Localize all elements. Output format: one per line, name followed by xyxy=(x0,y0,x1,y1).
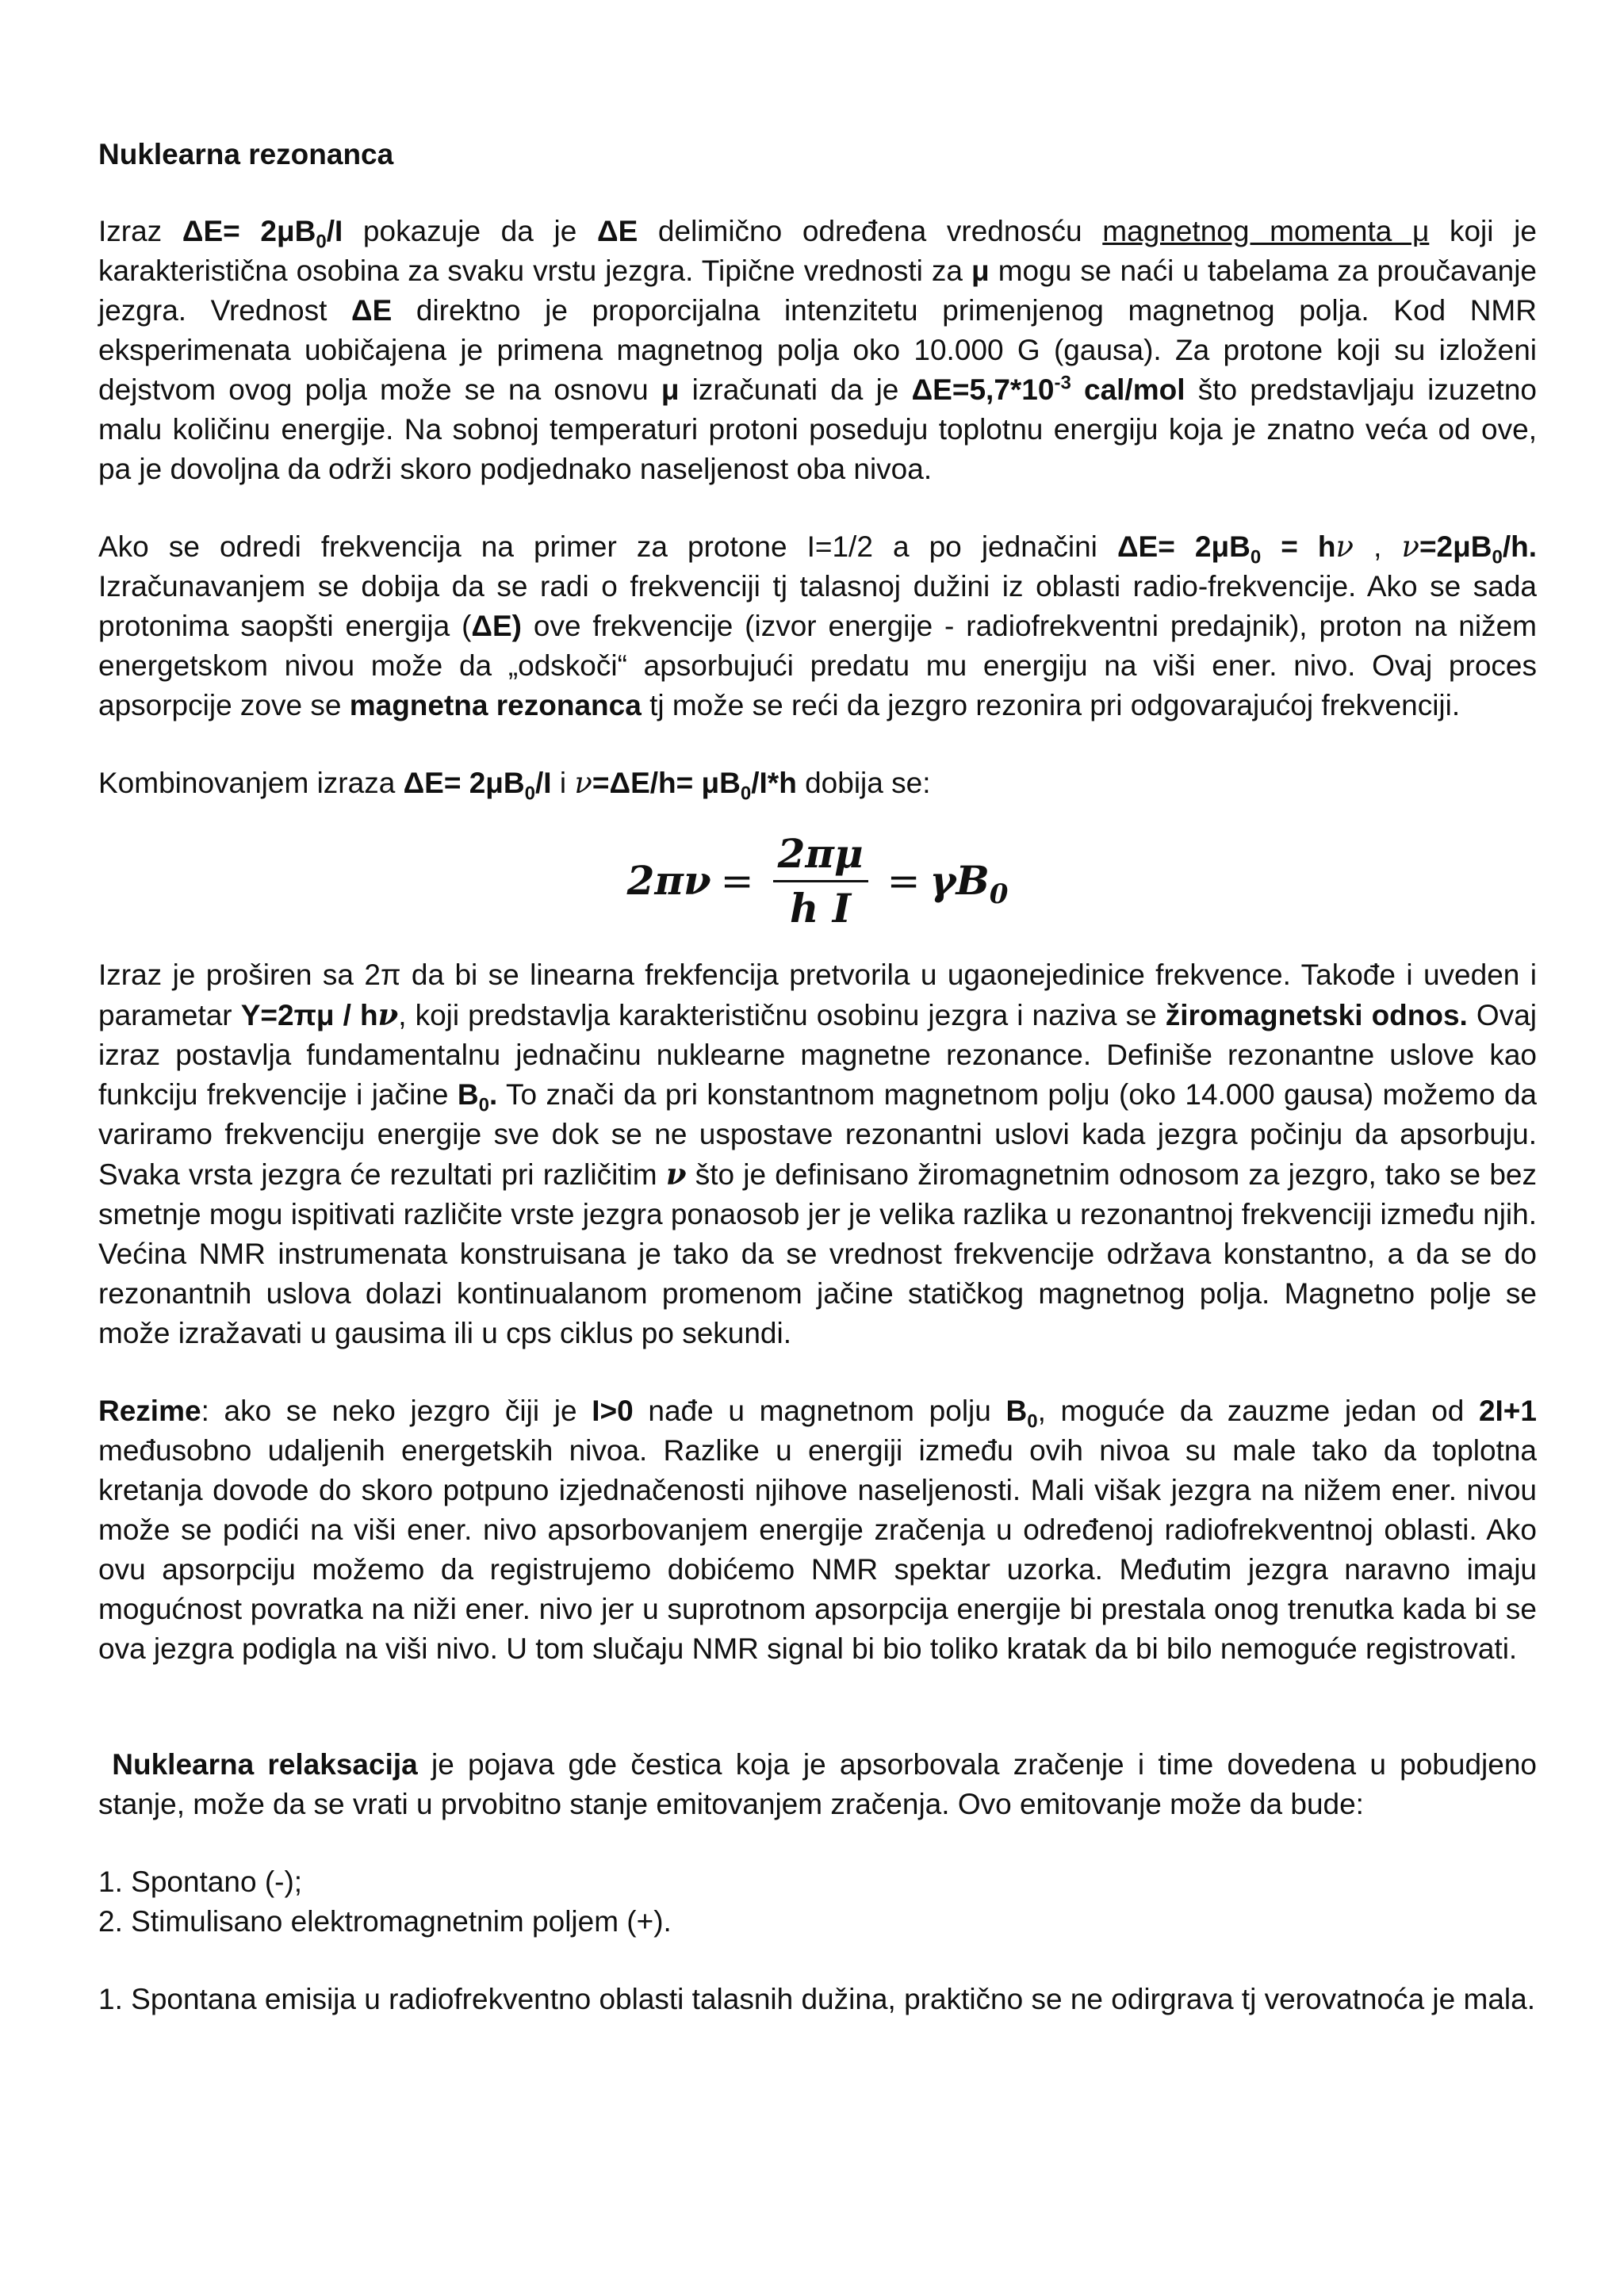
equation-fraction xyxy=(773,829,868,932)
equation-rhs: $\gamma B_0$ xyxy=(929,857,1009,910)
paragraph-summary: Rezime: ako se neko jezgro čiji je I>0 nađe u magnetnom polju $B_0$, moguće da zauzme jedan od 2I+1 međusobno udaljenih energetskih nivoa. Razlike u energiji između ovih nivoa su male tako da toplotna kretanja dovode do skoro potpuno izjednačenosti njihove naseljenosti. Mali višak jezgra na nižem ener. nivou može se podići na viši ener. nivo apsorbovanjem energije zračenja u određenoj radiofrekventnoj oblasti. Ako ovu apsorpciju možemo da registrujemo dobićemo NMR spektar uzorka. Međutim jezgra naravno imaju mogućnost povratka na niži ener. nivo jer u suprotnom apsorpcija energije bi prestala onog trenutka kada bi se ova jezgra podigla na viši nivo. U tom slučaju NMR signal bi bio toliko kratak da bi bilo nemoguće registrovati. xyxy=(98,1395,1537,1665)
key-term: žiromagnetski odnos. xyxy=(1165,999,1468,1031)
key-term: magnetna rezonanca xyxy=(349,689,642,721)
fraction-denominator: h I xyxy=(789,884,852,932)
section-title: Nuklearna rezonanca xyxy=(98,138,394,170)
document-page xyxy=(98,135,1537,2019)
fraction-numerator: 2πμ xyxy=(773,834,868,882)
paragraph-relaxation: Nuklearna relaksacija je pojava gde čestica koja je apsorbovala zračenje i time dovedena u pobudjeno stanje, može da se vrati u prvobitno stanje emitovanjem zračenja. Ovo emitovanje može da bude: xyxy=(98,1748,1537,1820)
paragraph-gyromagnetic: Izraz je proširen sa 2π da bi se linearna frekfencija pretvorila u ugaonejedinice frekvence. Takođe i uveden i parametar Y=2πμ / hν, koji predstavlja karakterističnu osobinu jezgra i naziva se žiromagnetski odnos. Ovaj izraz postavlja fundamentalnu jednačinu nuklearne magnetne rezonance. Definiše rezonantne uslove kao funkciju frekvencije i jačine $B_0$. To znači da pri konstantnom magnetnom polju (oko 14.000 gausa) možemo da variramo frekvenciju energije sve dok se ne uspostave rezonantni uslovi kada jezgra počinju da apsorbuju. Svaka vrsta jezgra će rezultati pri različitim ν što je definisano žiromagnetnim odnosom za jezgro, tako se bez smetnje mogu ispitivati različite vrste jezgra ponaosob jer je velika razlika u rezonantnoj frekvenciji između njih. Većina NMR instrumenata konstruisana je tako da se vrednost frekvencije održava konstantno, a da se do rezonantnih uslova dolazi kontinualanom promenom jačine statičkog magnetnog polja. Magnetno polje se može izražavati u gausima ili u cps ciklus po sekundi. xyxy=(98,959,1537,1349)
display-equation: 2πν = $\frac{2\pi\mu}{\text{h I}}$ = $\gamma B_0$ xyxy=(626,829,1009,932)
underlined-term: magnetnog momenta μ xyxy=(1102,215,1430,247)
equation-lhs: 2πν xyxy=(626,857,711,904)
formula-inline: $\Delta E= 2\mu B_0/I$ xyxy=(182,215,343,253)
list-item: 1. Spontano (-); xyxy=(98,1866,303,1898)
paragraph-energy-difference: Izraz $\Delta E= 2\mu B_0/I$ pokazuje da je ΔE delimično određena vrednosću magnetnog momenta μ koji je karakteristična osobina za svaku vrstu jezgra. Tipične vrednosti za μ mogu se naći u tabelama za proučavanje jezgra. Vrednost ΔE direktno je proporcijalna intenzitetu primenjenog magnetnog polja. Kod NMR eksperimenata uobičajena je primena magnetnog polja oko 10.000 G (gausa). Za protone koji su izloženi dejstvom ovog polja može se na osnovu μ izračunati da je $\Delta E=5,7*10^{-3}$ cal/mol što predstavljaju izuzetno malu količinu energije. Na sobnoj temperaturi protoni poseduju toplotnu energiju koja je znatno veća od ove, pa je dovoljna da održi skoro podjednako naseljenost oba nivoa. xyxy=(98,215,1537,485)
paragraph-frequency: Ako se odredi frekvencija na primer za protone I=1/2 a po jednačini $\Delta E= 2\mu B_0 = h\nu$ , $\nu=2\mu B_0/h$. Izračunavanjem se dobija da se radi o frekvenciji tj talasnoj dužini iz oblasti radio-frekvencije. Ako se sada protonima saopšti energija (ΔE) ove frekvencije (izvor energije - radiofrekventni predajnik), proton na nižem energetskom nivou može da „odskoči“ apsorbujući predatu mu energiju na viši ener. nivo. Ovaj proces apsorpcije zove se magnetna rezonanca tj može se reći da jezgro rezonira pri odgovarajućoj frekvenciji. xyxy=(98,530,1538,721)
key-term: Nuklearna relaksacija xyxy=(98,1748,418,1781)
paragraph-combination: Kombinovanjem izraza $\Delta E= 2\mu B_0/I$ i $\nu=\Delta E/h= \mu B_0/I*h$ dobija se: xyxy=(98,766,931,805)
paragraph-spontaneous-emission: 1. Spontana emisija u radiofrekventno oblasti talasnih dužina, praktično se ne odirgrava tj verovatnoća je mala. xyxy=(98,1983,1535,2015)
emission-list xyxy=(98,1862,1537,1942)
list-item: 2. Stimulisano elektromagnetnim poljem (+). xyxy=(98,1905,672,1938)
